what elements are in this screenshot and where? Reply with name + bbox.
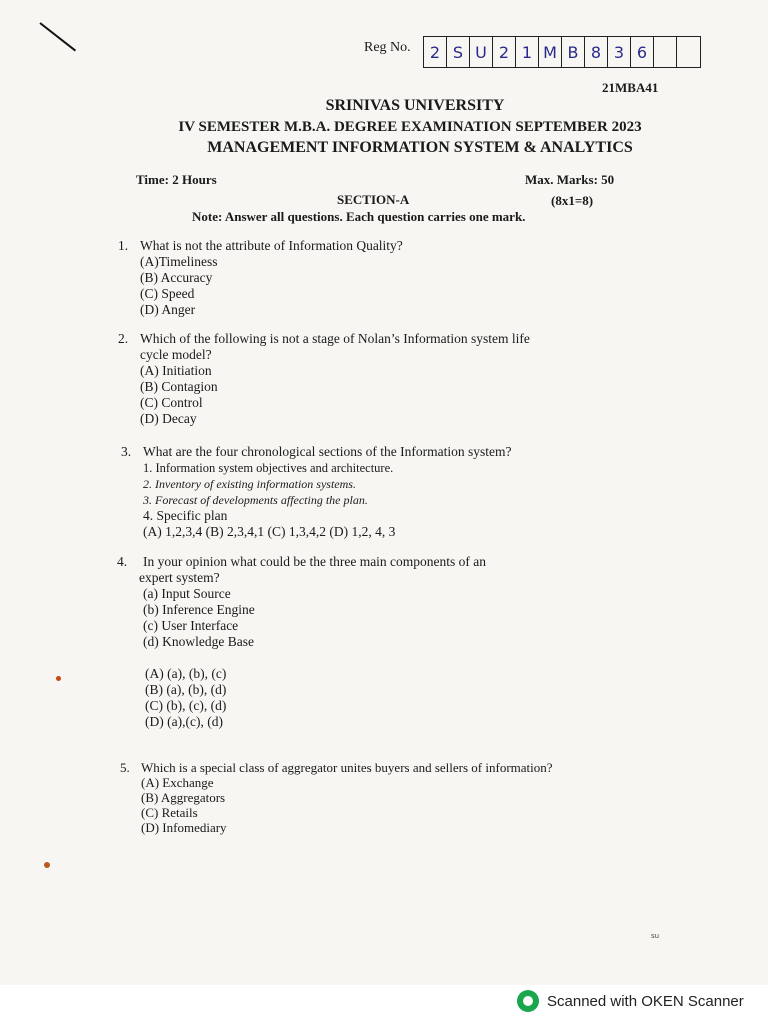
reg-digit: 2: [493, 37, 516, 67]
marks-scheme: (8x1=8): [551, 193, 594, 208]
question-number: 3.: [121, 444, 132, 459]
option-text: (C) Control: [140, 395, 203, 410]
list-item: (a) Input Source: [143, 586, 231, 601]
list-item: (b) Inference Engine: [143, 602, 255, 617]
section-heading: SECTION-A: [337, 192, 410, 207]
reg-digit: [677, 37, 700, 67]
question-number: 2.: [118, 331, 129, 346]
option-text: (A) (a), (b), (c): [145, 666, 227, 681]
oken-scanner-logo-icon: [517, 990, 539, 1012]
pen-mark: [39, 22, 76, 51]
reg-digit: [654, 37, 677, 67]
option-text: (A) 1,2,3,4 (B) 2,3,4,1 (C) 1,3,4,2 (D) 1,2, 4, 3: [143, 524, 396, 539]
option-text: (A) Exchange: [141, 775, 214, 790]
corner-mark: su: [651, 932, 660, 940]
scanner-watermark: [517, 990, 744, 1012]
option-text: (B) Aggregators: [141, 790, 226, 805]
question-text: cycle model?: [140, 347, 212, 362]
reg-digit: M: [539, 37, 562, 67]
option-text: (B) Contagion: [140, 379, 218, 394]
question-text: Which is a special class of aggregator unites buyers and sellers of information?: [141, 760, 553, 775]
list-item: 2. Inventory of existing information systems.: [143, 477, 356, 491]
option-text: (C) (b), (c), (d): [145, 698, 227, 713]
option-text: (A)Timeliness: [140, 254, 218, 269]
instructions-note: Note: Answer all questions. Each question carries one mark.: [192, 209, 526, 224]
ink-dot: [44, 862, 50, 868]
option-text: (A) Initiation: [140, 363, 212, 378]
scanner-watermark-text: Scanned with OKEN Scanner: [547, 992, 744, 1010]
reg-digit: 2: [424, 37, 447, 67]
exam-title: IV SEMESTER M.B.A. DEGREE EXAMINATION SEPTEMBER 2023: [178, 119, 642, 135]
max-marks-label: Max. Marks: 50: [525, 172, 615, 187]
reg-digit: 8: [585, 37, 608, 67]
question-text: expert system?: [139, 570, 220, 585]
reg-digit: S: [447, 37, 470, 67]
reg-no-boxes: [423, 36, 701, 68]
subject-title: MANAGEMENT INFORMATION SYSTEM & ANALYTICS: [207, 139, 633, 156]
option-text: (D) Infomediary: [141, 820, 227, 835]
question-text: What is not the attribute of Information Quality?: [140, 238, 403, 253]
list-item: (c) User Interface: [143, 618, 239, 633]
list-item: 4. Specific plan: [143, 508, 228, 523]
list-item: 3. Forecast of developments affecting the plan.: [143, 493, 368, 507]
option-text: (D) (a),(c), (d): [145, 714, 223, 729]
question-text: In your opinion what could be the three main components of an: [143, 554, 487, 569]
option-text: (C) Speed: [140, 286, 195, 301]
option-text: (B) Accuracy: [140, 270, 213, 285]
option-text: (D) Decay: [140, 411, 197, 426]
ink-dot: [56, 676, 61, 681]
reg-no-label: Reg No.: [364, 40, 411, 55]
reg-digit: 6: [631, 37, 654, 67]
question-number: 1.: [118, 238, 129, 253]
reg-digit: 3: [608, 37, 631, 67]
reg-digit: U: [470, 37, 493, 67]
question-number: 4.: [117, 554, 128, 569]
option-text: (D) Anger: [140, 302, 196, 317]
university-name: SRINIVAS UNIVERSITY: [325, 97, 505, 114]
question-text: What are the four chronological sections of the Information system?: [143, 444, 512, 459]
reg-digit: B: [562, 37, 585, 67]
option-text: (C) Retails: [141, 805, 198, 820]
time-label: Time: 2 Hours: [136, 172, 217, 187]
list-item: 1. Information system objectives and architecture.: [143, 461, 394, 475]
reg-digit: 1: [516, 37, 539, 67]
list-item: (d) Knowledge Base: [143, 634, 254, 649]
question-number: 5.: [120, 760, 130, 775]
option-text: (B) (a), (b), (d): [145, 682, 227, 697]
question-text: Which of the following is not a stage of Nolan’s Information system life: [140, 331, 530, 346]
course-code: 21MBA41: [602, 80, 659, 95]
